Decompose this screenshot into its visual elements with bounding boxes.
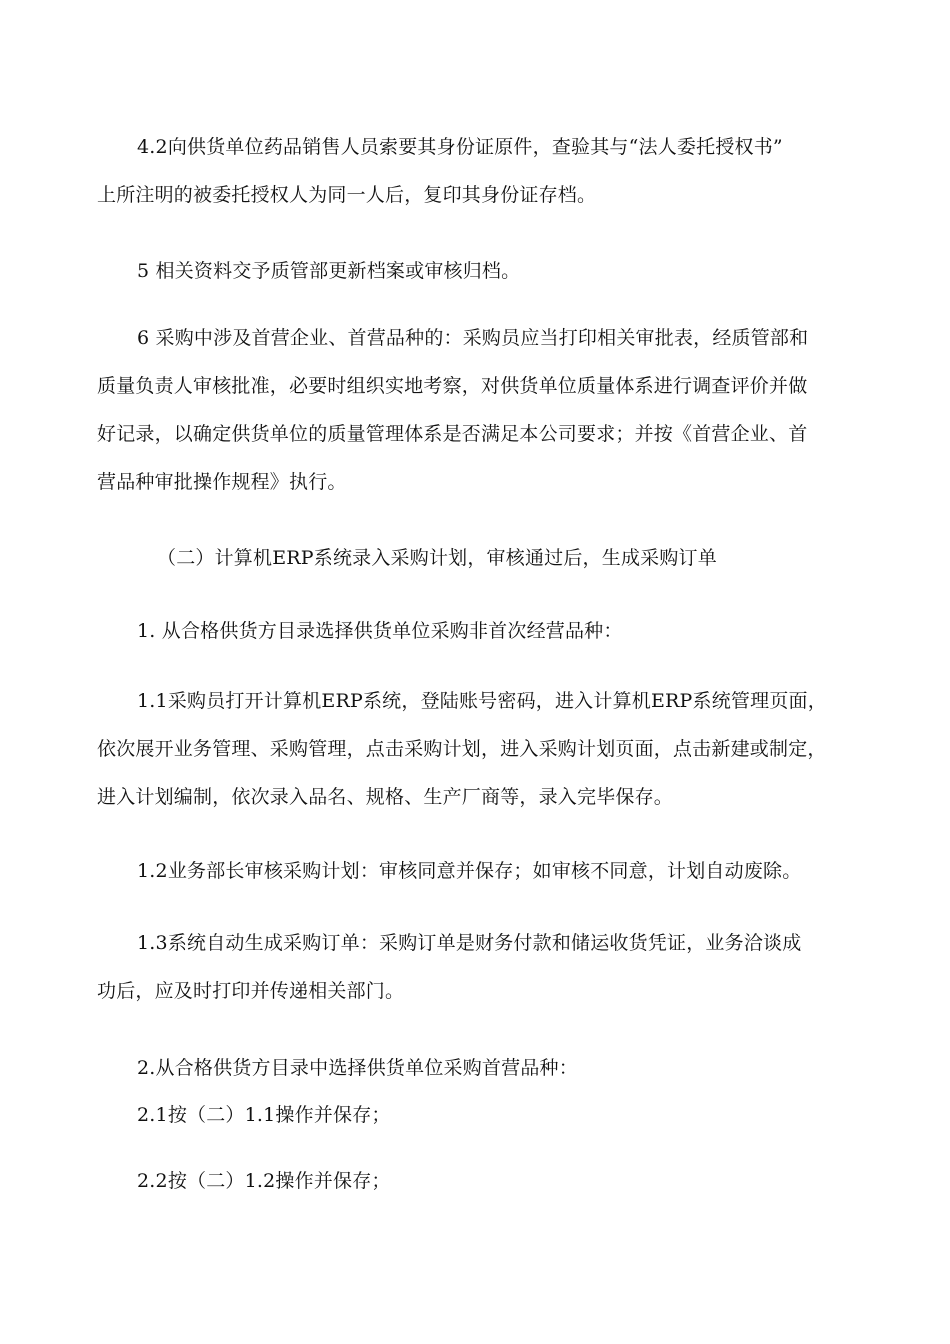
text-line-2-2: 2.2按（二）1.2操作并保存； xyxy=(137,1170,391,1192)
text-line-item-6-d: 营品种审批操作规程》执行。 xyxy=(97,471,347,493)
text-line-1-2: 1.2业务部长审核采购计划：审核同意并保存；如审核不同意，计划自动废除。 xyxy=(137,860,802,882)
text-line-1-1-b: 依次展开业务管理、采购管理，点击采购计划，进入采购计划页面，点击新建或制定， xyxy=(97,738,827,760)
text-line-1-3-a: 1.3系统自动生成采购订单：采购订单是财务付款和储运收货凭证，业务洽谈成 xyxy=(137,932,802,954)
text-line-1-3-b: 功后，应及时打印并传递相关部门。 xyxy=(97,980,405,1002)
text-line-1-1-a: 1.1采购员打开计算机ERP系统，登陆账号密码，进入计算机ERP系统管理页面， xyxy=(137,690,827,712)
text-line-item-5: 5 相关资料交予质管部更新档案或审核归档。 xyxy=(137,260,521,282)
text-line-item-6-b: 质量负责人审核批准，必要时组织实地考察，对供货单位质量体系进行调查评价并做 xyxy=(97,375,808,397)
text-line-item-6-c: 好记录，以确定供货单位的质量管理体系是否满足本公司要求；并按《首营企业、首 xyxy=(97,423,808,445)
text-line-item-2: 2.从合格供货方目录中选择供货单位采购首营品种： xyxy=(137,1057,578,1079)
text-line-4-2-b: 上所注明的被委托授权人为同一人后，复印其身份证存档。 xyxy=(97,184,597,206)
text-line-item-6-a: 6 采购中涉及首营企业、首营品种的：采购员应当打印相关审批表，经质管部和 xyxy=(137,327,809,349)
text-line-1-1-c: 进入计划编制，依次录入品名、规格、生产厂商等，录入完毕保存。 xyxy=(97,786,674,808)
text-line-2-1: 2.1按（二）1.1操作并保存； xyxy=(137,1104,391,1126)
text-line-item-1: 1. 从合格供货方目录选择供货单位采购非首次经营品种： xyxy=(137,620,623,642)
text-line-4-2-a: 4.2向供货单位药品销售人员索要其身份证原件，查验其与“法人委托授权书” xyxy=(137,136,783,158)
section-heading: （二）计算机ERP系统录入采购计划，审核通过后，生成采购订单 xyxy=(157,547,717,569)
